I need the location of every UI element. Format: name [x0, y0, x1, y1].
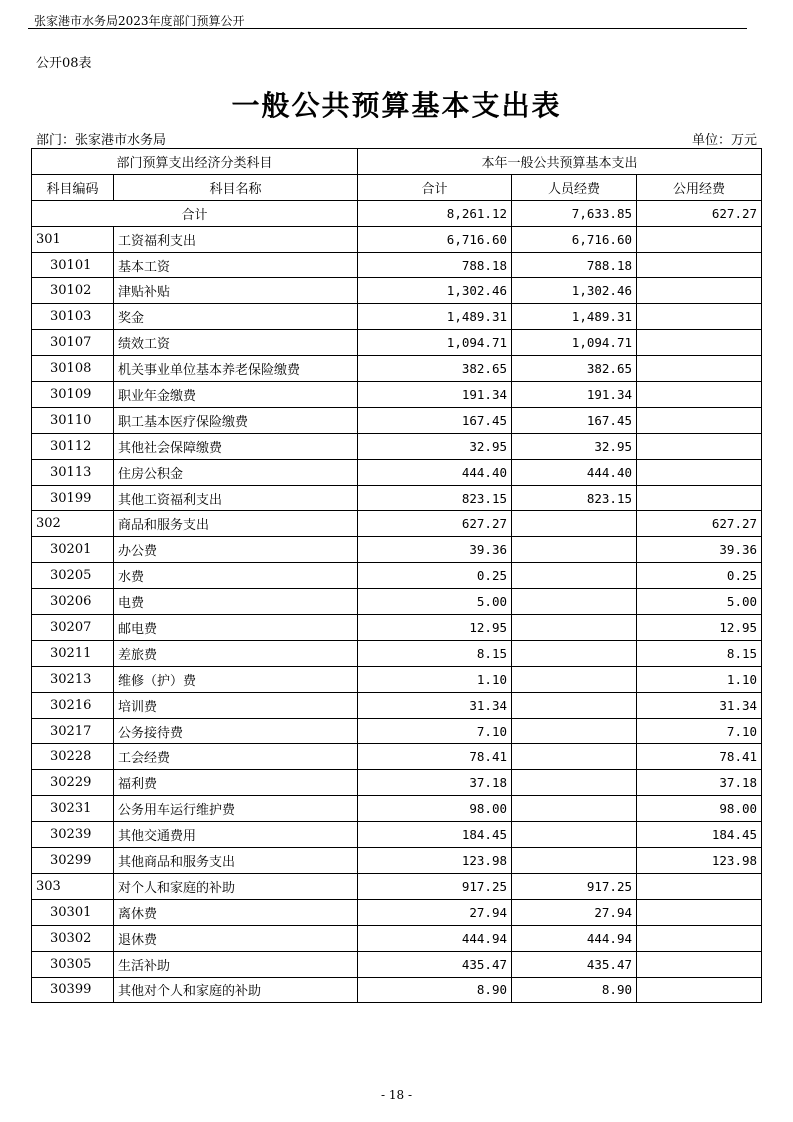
table-row	[32, 563, 762, 589]
row-personnel: 1,302.46	[512, 278, 637, 304]
row-code: 30199	[32, 485, 114, 511]
header-total: 合计	[358, 174, 512, 200]
row-total: 1,489.31	[358, 304, 512, 330]
row-personnel: 191.34	[512, 382, 637, 408]
row-personnel: 444.40	[512, 459, 637, 485]
row-total: 444.40	[358, 459, 512, 485]
row-total: 12.95	[358, 615, 512, 641]
row-personnel: 167.45	[512, 407, 637, 433]
row-code: 30206	[32, 589, 114, 615]
row-total: 191.34	[358, 382, 512, 408]
row-name: 奖金	[114, 304, 358, 330]
table-row	[32, 977, 762, 1003]
table-row	[32, 848, 762, 874]
row-code: 30216	[32, 692, 114, 718]
row-name: 差旅费	[114, 640, 358, 666]
table-row	[32, 356, 762, 382]
row-name: 水费	[114, 563, 358, 589]
row-total: 37.18	[358, 770, 512, 796]
row-total: 78.41	[358, 744, 512, 770]
row-personnel	[512, 848, 637, 874]
row-total: 31.34	[358, 692, 512, 718]
row-name: 其他对个人和家庭的补助	[114, 977, 358, 1003]
row-code: 30213	[32, 666, 114, 692]
row-total: 788.18	[358, 252, 512, 278]
table-row	[32, 382, 762, 408]
table-row	[32, 304, 762, 330]
row-name: 公务用车运行维护费	[114, 796, 358, 822]
row-total: 8.15	[358, 640, 512, 666]
row-total: 184.45	[358, 822, 512, 848]
table-row	[32, 511, 762, 537]
row-public: 123.98	[637, 848, 762, 874]
row-public	[637, 330, 762, 356]
row-public	[637, 382, 762, 408]
row-public	[637, 485, 762, 511]
table-row	[32, 485, 762, 511]
row-personnel: 444.94	[512, 925, 637, 951]
row-code: 30108	[32, 356, 114, 382]
row-public: 7.10	[637, 718, 762, 744]
row-public	[637, 951, 762, 977]
row-total: 627.27	[358, 511, 512, 537]
row-code: 30302	[32, 925, 114, 951]
row-public	[637, 899, 762, 925]
table-row	[32, 822, 762, 848]
budget-table	[31, 148, 762, 1003]
page-title: 一般公共预算基本支出表	[231, 89, 562, 122]
total-personnel: 7,633.85	[512, 200, 637, 226]
row-total: 5.00	[358, 589, 512, 615]
row-personnel	[512, 744, 637, 770]
row-name: 邮电费	[114, 615, 358, 641]
row-public: 184.45	[637, 822, 762, 848]
header-rule	[28, 28, 747, 29]
row-name: 其他社会保障缴费	[114, 433, 358, 459]
row-public	[637, 433, 762, 459]
row-personnel	[512, 796, 637, 822]
row-total: 123.98	[358, 848, 512, 874]
table-row	[32, 666, 762, 692]
department-label: 部门：张家港市水务局	[36, 133, 167, 148]
row-personnel: 435.47	[512, 951, 637, 977]
row-code: 30107	[32, 330, 114, 356]
table-row	[32, 252, 762, 278]
row-public: 31.34	[637, 692, 762, 718]
row-personnel: 823.15	[512, 485, 637, 511]
table-row	[32, 459, 762, 485]
row-name: 对个人和家庭的补助	[114, 873, 358, 899]
row-name: 培训费	[114, 692, 358, 718]
row-code: 30205	[32, 563, 114, 589]
row-personnel: 27.94	[512, 899, 637, 925]
table-row	[32, 951, 762, 977]
row-code: 30110	[32, 407, 114, 433]
row-code: 30228	[32, 744, 114, 770]
row-name: 公务接待费	[114, 718, 358, 744]
row-public	[637, 356, 762, 382]
row-personnel: 1,094.71	[512, 330, 637, 356]
page-number: - 18 -	[380, 1088, 412, 1102]
row-code: 30101	[32, 252, 114, 278]
header-public: 公用经费	[637, 174, 762, 200]
row-total: 27.94	[358, 899, 512, 925]
row-code: 30201	[32, 537, 114, 563]
row-personnel: 917.25	[512, 873, 637, 899]
total-public: 627.27	[637, 200, 762, 226]
row-code: 30103	[32, 304, 114, 330]
row-public: 39.36	[637, 537, 762, 563]
row-public: 37.18	[637, 770, 762, 796]
row-code: 30399	[32, 977, 114, 1003]
table-row	[32, 770, 762, 796]
row-code: 30299	[32, 848, 114, 874]
table-row	[32, 226, 762, 252]
row-name: 商品和服务支出	[114, 511, 358, 537]
row-public: 78.41	[637, 744, 762, 770]
header-group-classification: 部门预算支出经济分类科目	[32, 149, 358, 175]
row-total: 1,302.46	[358, 278, 512, 304]
row-code: 30207	[32, 615, 114, 641]
table-row	[32, 925, 762, 951]
row-public	[637, 304, 762, 330]
row-public	[637, 873, 762, 899]
row-personnel: 788.18	[512, 252, 637, 278]
row-code: 30305	[32, 951, 114, 977]
row-name: 工资福利支出	[114, 226, 358, 252]
table-row	[32, 640, 762, 666]
row-code: 303	[32, 873, 114, 899]
table-row	[32, 899, 762, 925]
row-public: 98.00	[637, 796, 762, 822]
row-code: 30102	[32, 278, 114, 304]
row-personnel	[512, 692, 637, 718]
row-public: 8.15	[637, 640, 762, 666]
row-public: 0.25	[637, 563, 762, 589]
row-name: 维修（护）费	[114, 666, 358, 692]
row-name: 福利费	[114, 770, 358, 796]
row-public	[637, 226, 762, 252]
row-name: 退休费	[114, 925, 358, 951]
row-personnel	[512, 770, 637, 796]
row-name: 其他交通费用	[114, 822, 358, 848]
header-group-basic-expenditure: 本年一般公共预算基本支出	[358, 149, 762, 175]
row-total: 917.25	[358, 873, 512, 899]
row-name: 基本工资	[114, 252, 358, 278]
table-row	[32, 796, 762, 822]
row-total: 435.47	[358, 951, 512, 977]
header-code: 科目编码	[32, 174, 114, 200]
row-name: 办公费	[114, 537, 358, 563]
row-personnel	[512, 511, 637, 537]
row-public: 1.10	[637, 666, 762, 692]
row-public	[637, 977, 762, 1003]
row-total: 444.94	[358, 925, 512, 951]
row-personnel: 8.90	[512, 977, 637, 1003]
row-name: 津贴补贴	[114, 278, 358, 304]
row-total: 1,094.71	[358, 330, 512, 356]
row-total: 98.00	[358, 796, 512, 822]
row-name: 职工基本医疗保险缴费	[114, 407, 358, 433]
header-personnel: 人员经费	[512, 174, 637, 200]
row-total: 382.65	[358, 356, 512, 382]
table-row	[32, 407, 762, 433]
row-total: 6,716.60	[358, 226, 512, 252]
row-code: 30229	[32, 770, 114, 796]
row-public: 5.00	[637, 589, 762, 615]
total-row	[32, 200, 762, 226]
row-public	[637, 407, 762, 433]
row-name: 其他工资福利支出	[114, 485, 358, 511]
row-total: 8.90	[358, 977, 512, 1003]
running-header: 张家港市水务局2023年度部门预算公开	[34, 14, 245, 28]
row-name: 离休费	[114, 899, 358, 925]
table-row	[32, 433, 762, 459]
row-personnel	[512, 640, 637, 666]
row-name: 电费	[114, 589, 358, 615]
header-name: 科目名称	[114, 174, 358, 200]
row-personnel	[512, 615, 637, 641]
row-public	[637, 278, 762, 304]
row-personnel	[512, 589, 637, 615]
row-total: 823.15	[358, 485, 512, 511]
row-code: 30113	[32, 459, 114, 485]
row-code: 30112	[32, 433, 114, 459]
row-code: 30231	[32, 796, 114, 822]
row-name: 工会经费	[114, 744, 358, 770]
row-total: 7.10	[358, 718, 512, 744]
row-code: 30239	[32, 822, 114, 848]
table-row	[32, 692, 762, 718]
row-name: 生活补助	[114, 951, 358, 977]
row-personnel	[512, 718, 637, 744]
row-public	[637, 252, 762, 278]
row-personnel: 1,489.31	[512, 304, 637, 330]
table-row	[32, 278, 762, 304]
row-personnel	[512, 666, 637, 692]
row-total: 0.25	[358, 563, 512, 589]
row-personnel	[512, 537, 637, 563]
unit-label: 单位：万元	[691, 133, 757, 148]
row-name: 职业年金缴费	[114, 382, 358, 408]
row-total: 1.10	[358, 666, 512, 692]
row-code: 30301	[32, 899, 114, 925]
row-name: 住房公积金	[114, 459, 358, 485]
row-personnel: 32.95	[512, 433, 637, 459]
row-public: 627.27	[637, 511, 762, 537]
total-amount: 8,261.12	[358, 200, 512, 226]
total-label: 合计	[32, 200, 358, 226]
row-personnel: 6,716.60	[512, 226, 637, 252]
row-public	[637, 459, 762, 485]
row-code: 30109	[32, 382, 114, 408]
row-total: 39.36	[358, 537, 512, 563]
row-name: 机关事业单位基本养老保险缴费	[114, 356, 358, 382]
row-personnel: 382.65	[512, 356, 637, 382]
form-number: 公开08表	[36, 56, 92, 71]
row-code: 30211	[32, 640, 114, 666]
table-row	[32, 615, 762, 641]
table-row	[32, 589, 762, 615]
row-name: 绩效工资	[114, 330, 358, 356]
row-code: 301	[32, 226, 114, 252]
row-total: 167.45	[358, 407, 512, 433]
row-code: 302	[32, 511, 114, 537]
table-row	[32, 718, 762, 744]
table-row	[32, 744, 762, 770]
table-row	[32, 873, 762, 899]
table-row	[32, 330, 762, 356]
table-row	[32, 537, 762, 563]
row-public: 12.95	[637, 615, 762, 641]
row-personnel	[512, 822, 637, 848]
row-name: 其他商品和服务支出	[114, 848, 358, 874]
row-total: 32.95	[358, 433, 512, 459]
row-code: 30217	[32, 718, 114, 744]
row-public	[637, 925, 762, 951]
row-personnel	[512, 563, 637, 589]
